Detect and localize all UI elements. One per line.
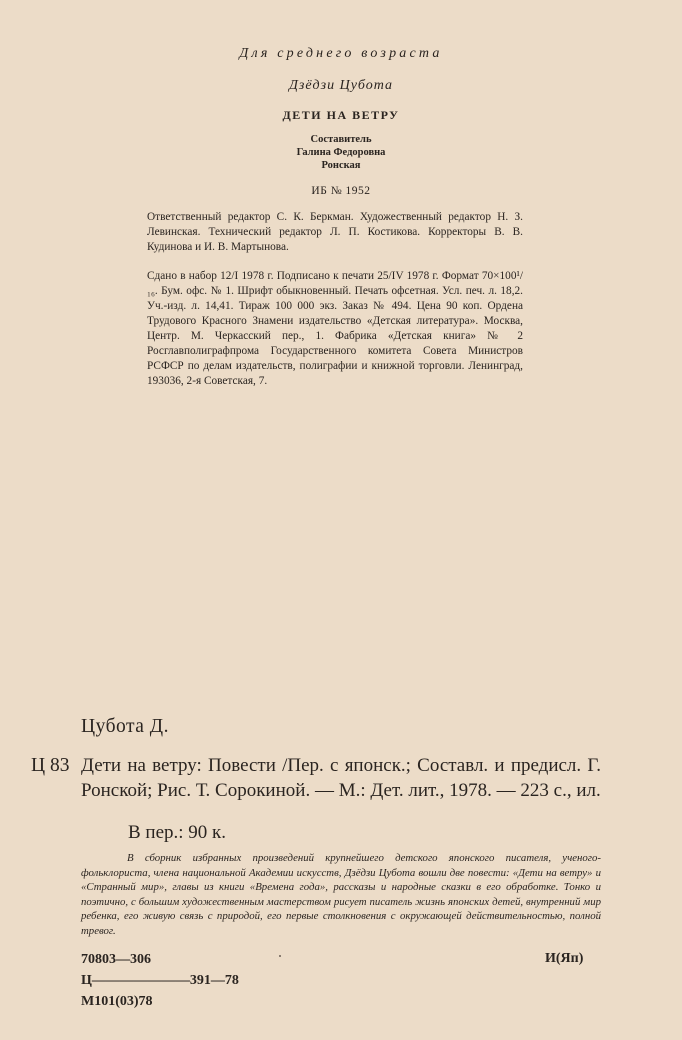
editors-credits: Ответственный редактор С. К. Беркман. Художественный редактор Н. З. Левинская. Технический редактор Л. П. Костикова. Корректоры В. В. Кудинова и И. В. Мартынова. <box>147 211 523 253</box>
author-name: Дзёдзи Цубота <box>288 78 394 93</box>
ib-number: ИБ № 1952 <box>311 185 371 197</box>
catalog-description: Дети на ветру: Повести /Пер. с японск.; Составл. и предисл. Г. Ронской; Рис. Т. Сорокиной. — М.: Дет. лит., 1978. — 223 с., ил. <box>81 755 601 801</box>
catalog-author: Цубота Д. <box>81 716 169 737</box>
catalog-price: В пер.: 90 к. <box>128 822 227 843</box>
catalog-code-2: Ц———————391—78 <box>81 973 239 988</box>
catalog-annotation: В сборник избранных произведений крупнейшего детского японского писателя, ученого-фольклориста, члена национальной Академии искусств, Дзёдзи Цубота вошли две повести: «Дети на ветру» и «Странный мир», главы из книги «Времена года», рассказы и народные сказки в его обработке. Тонко и поэтично, с большим художественным мастерством рисует писатель жизнь японских детей, внутренний мир ребенка, его живую связь с природой, его первые столкновения с окружающей действительностью, полной тревог. <box>81 852 601 937</box>
paper-speck <box>279 955 281 957</box>
age-group-label: Для среднего возраста <box>239 46 443 61</box>
catalog-code-3: М101(03)78 <box>81 994 153 1009</box>
book-title: ДЕТИ НА ВЕТРУ <box>282 108 400 122</box>
catalog-code-1: 70803—306 <box>81 952 151 967</box>
compiler-name-last: Ронская <box>321 160 361 171</box>
compiler-name-first: Галина Федоровна <box>296 147 386 158</box>
compiler-block <box>0 133 682 172</box>
compiler-label: Составитель <box>310 134 372 145</box>
print-details: Сдано в набор 12/I 1978 г. Подписано к печати 25/IV 1978 г. Формат 70×100¹/₁₆. Бум. офс. № 1. Шрифт обыкновенный. Печать офсетная. Усл. печ. л. 18,2. Уч.-изд. л. 14,41. Тираж 100 000 экз. Заказ № 494. Цена 90 коп. Ордена Трудового Красного Знамени издательство «Детская литература». Москва, Центр. М. Черкасский пер., 1. Фабрика «Детская книга» № 2 Росглавполиграфпрома Государственного комитета Совета Министров РСФСР по делам издательств, полиграфии и книжной торговли. Ленинград, 193036, 2-я Советская, 7. <box>147 270 523 387</box>
catalog-codes <box>81 949 239 1012</box>
catalog-bbk-code: И(Яп) <box>545 951 584 966</box>
catalog-class-code: Ц 83 <box>31 755 70 776</box>
